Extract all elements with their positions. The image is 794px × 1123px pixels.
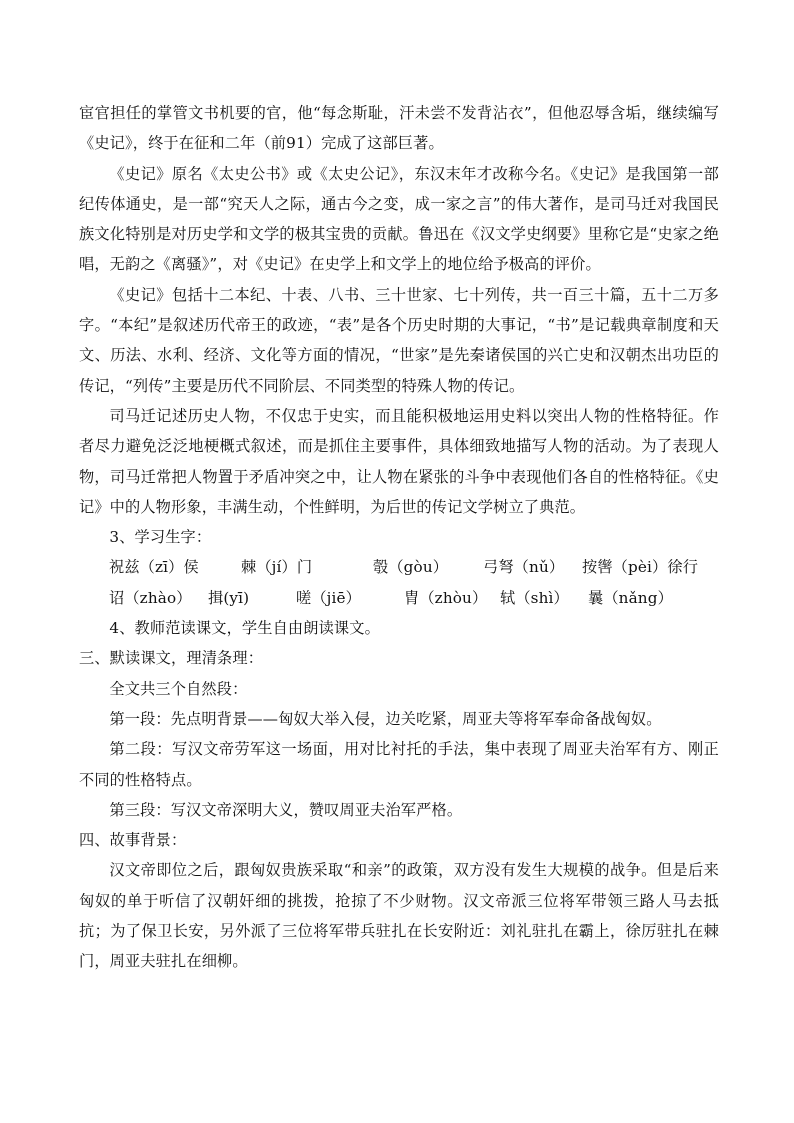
vocab-item: 胄（zhòu） <box>404 588 488 607</box>
section-4-body: 汉文帝即位之后，跟匈奴贵族采取“和亲”的政策，双方没有发生大规模的战争。但是后来匈奴的单于听信了汉朝奸细的挑拨，抢掠了不少财物。汉文帝派三位将军带领三路人马去抵抗；为了保卫长安，另外派了三位将军带兵驻扎在长安附近：刘礼驻扎在霸上，徐厉驻扎在棘门，周亚夫驻扎在细柳。 <box>79 861 719 971</box>
section-3-paragraph-3: 第三段：写汉文帝深明大义，赞叹周亚夫治军严格。 <box>109 800 463 819</box>
section-3-paragraph-1: 第一段：先点明背景——匈奴大举入侵，边关吃紧，周亚夫等将军奉命备战匈奴。 <box>109 709 662 728</box>
paragraph-shiji-name: 《史记》原名《太史公书》或《太史公记》，东汉末年才改称今名。《史记》是我国第一部纪传体通史，是一部“究天人之际，通古今之变，成一家之言”的伟大著作，是司马迁对我国民族文化特别是对历史学和文学的极其宝贵的贡献。鲁迅在《汉文学史纲要》里称它是“史家之绝唱，无韵之《离骚》”，对《史记》在史学上和文学上的地位给予极高的评价。 <box>79 164 719 274</box>
vocab-item: 诏（zhào） <box>109 588 192 607</box>
document-body <box>79 98 719 977</box>
step-4-read-aloud: 4、教师范读课文，学生自由朗读课文。 <box>109 619 380 638</box>
section-3-intro: 全文共三个自然段： <box>109 679 248 698</box>
paragraph-shiji-characters: 司马迁记述历史人物，不仅忠于史实，而且能积极地运用史料以突出人物的性格特征。作者尽力避免泛泛地梗概式叙述，而是抓住主要事件，具体细致地描写人物的活动。为了表现人物，司马迁常把人物置于矛盾冲突之中，让人物在紧张的斗争中表现他们各自的性格特征。《史记》中的人物形象，丰满生动，个性鲜明，为后世的传记文学树立了典范。 <box>79 406 719 516</box>
vocab-row-1 <box>79 552 719 582</box>
vocab-item: 按辔（pèi）徐行 <box>582 558 699 577</box>
vocab-item: 揖(yī) <box>208 588 250 607</box>
section-3-paragraph-2: 第二段：写汉文帝劳军这一场面，用对比衬托的手法，集中表现了周亚夫治军有方、刚正不同的性格特点。 <box>79 740 719 789</box>
vocab-item: 弓弩（nǔ） <box>483 558 565 577</box>
vocab-heading: 3、学习生字： <box>109 528 212 547</box>
section-4-heading: 四、故事背景： <box>79 831 187 850</box>
vocab-item: 彀（gòu） <box>373 558 449 577</box>
vocab-item: 嗟（jiē） <box>296 588 362 607</box>
vocab-item: 轼（shì） <box>500 588 569 607</box>
vocab-item: 棘（jí）门 <box>241 558 313 577</box>
vocab-item: 曩（nǎng） <box>588 588 673 607</box>
vocab-row-2 <box>79 583 719 613</box>
section-3-heading: 三、默读课文，理清条理： <box>79 649 264 668</box>
paragraph-shiji-structure: 《史记》包括十二本纪、十表、八书、三十世家、七十列传，共一百三十篇，五十二万多字。“本纪”是叙述历代帝王的政迹，“表”是各个历史时期的大事记，“书”是记载典章制度和天文、历法、水利、经济、文化等方面的情况，“世家”是先秦诸侯国的兴亡史和汉朝杰出功臣的传记，“列传”主要是历代不同阶层、不同类型的特殊人物的传记。 <box>79 285 719 395</box>
paragraph-sima-qian-completion: 宦官担任的掌管文书机要的官，他“每念斯耻，汗未尝不发背沾衣”，但他忍辱含垢，继续编写《史记》，终于在征和二年（前91）完成了这部巨著。 <box>79 104 719 153</box>
vocab-item: 祝兹（zī）侯 <box>109 558 199 577</box>
